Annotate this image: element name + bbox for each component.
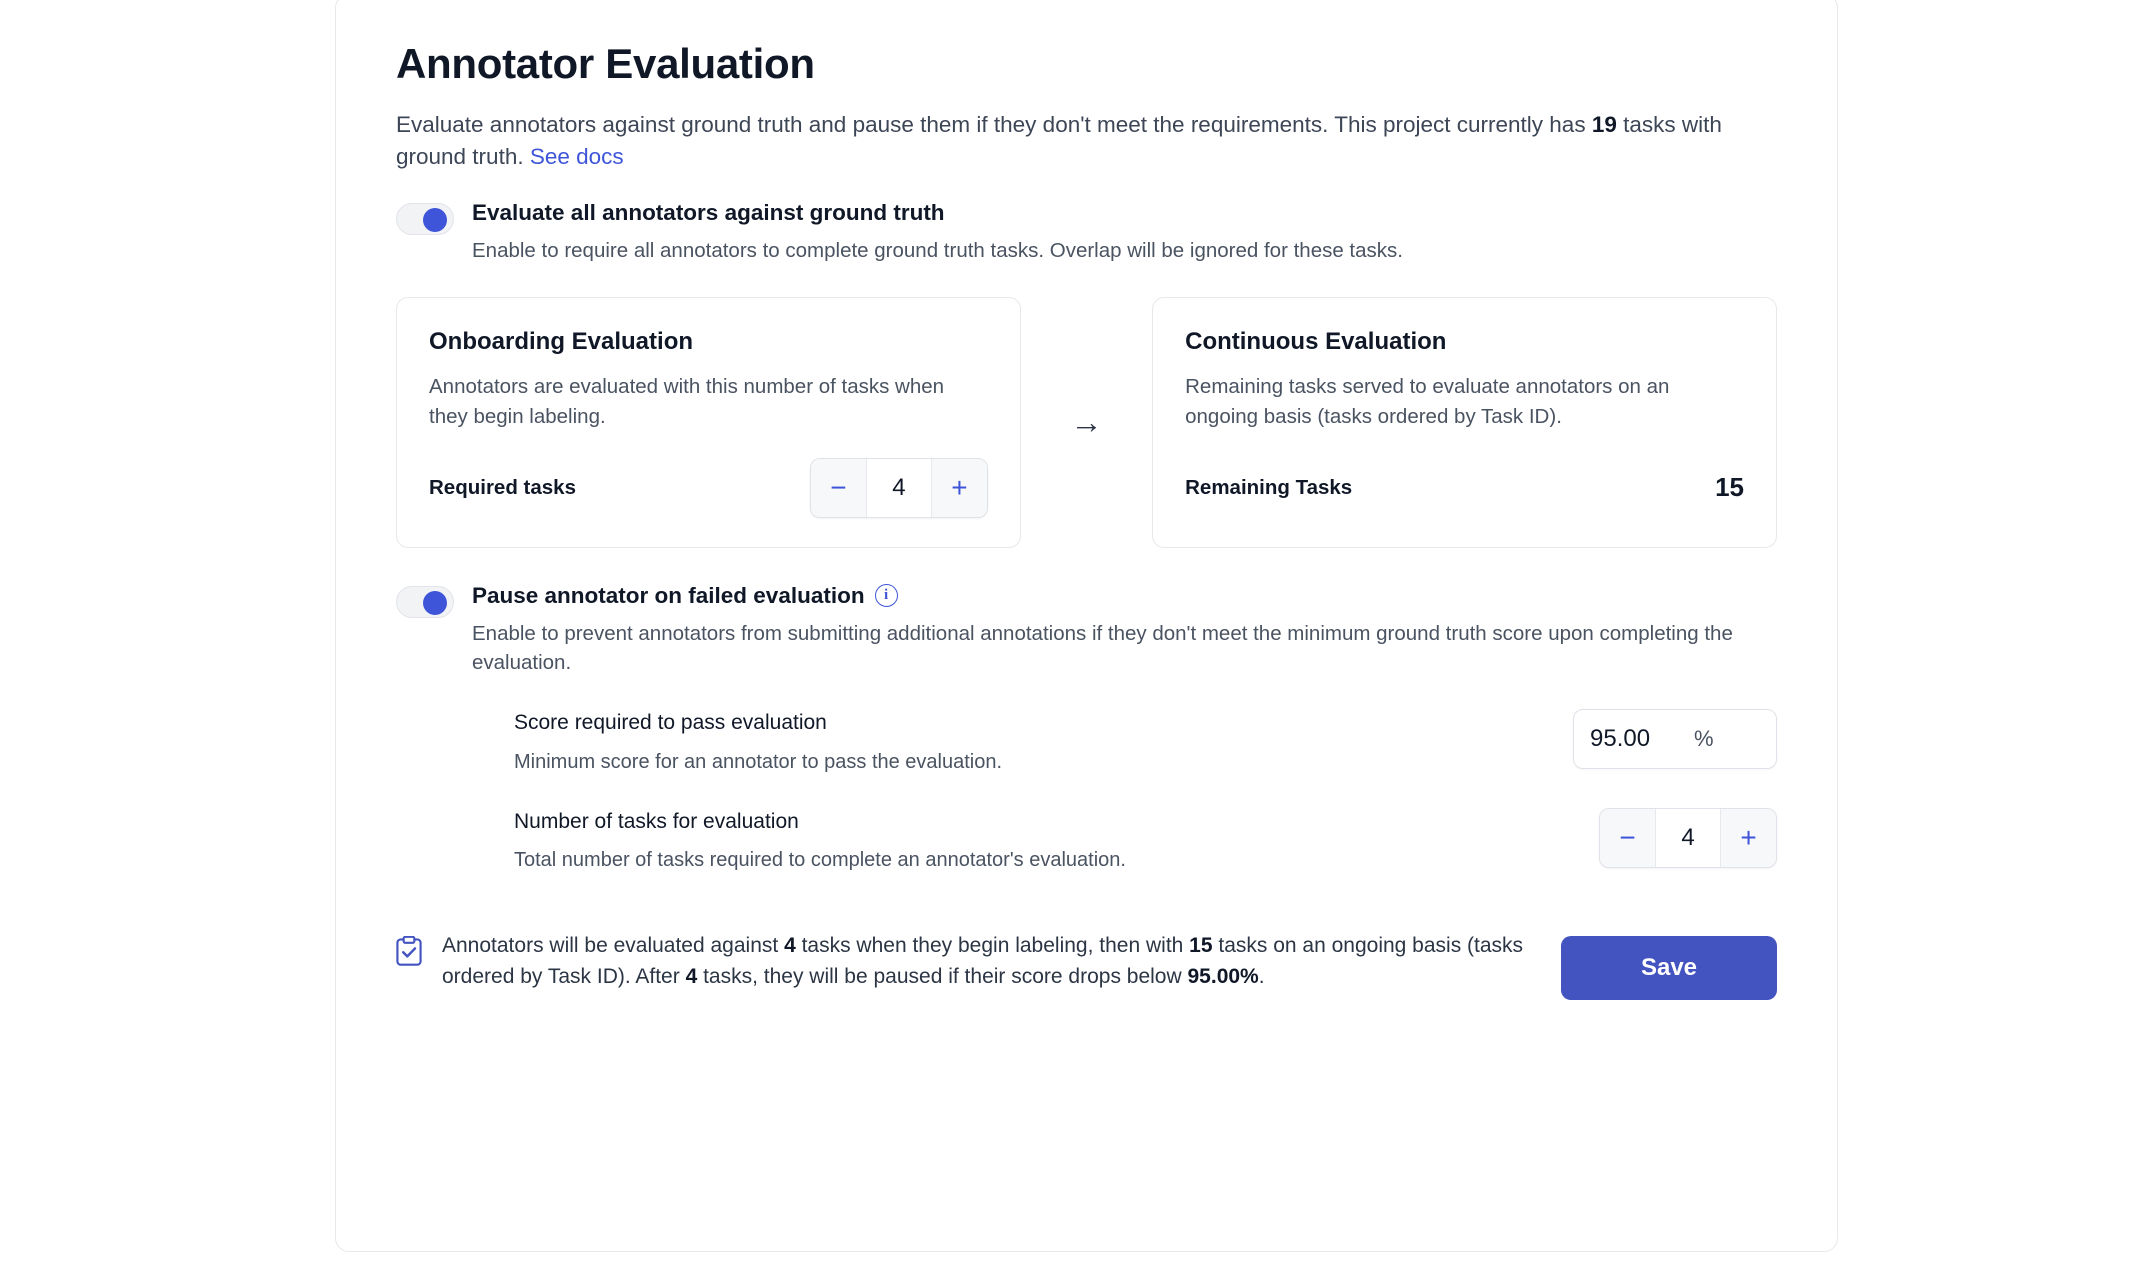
pause-annotator-row [396, 582, 1777, 677]
number-of-tasks-row [514, 808, 1777, 874]
evaluation-boxes [396, 297, 1777, 548]
number-of-tasks-increment-button[interactable]: + [1720, 809, 1776, 867]
summary-text [442, 930, 1531, 992]
summary-segment-3: tasks on an ongoing basis (tasks ordered by Task ID). After [442, 933, 1524, 988]
pause-annotator-label-wrap [472, 582, 1777, 610]
remaining-tasks-label: Remaining Tasks [1185, 475, 1353, 499]
summary-onboarding-tasks: 4 [784, 933, 796, 957]
onboarding-evaluation-card [396, 297, 1021, 548]
evaluate-all-row [396, 199, 1777, 265]
save-button[interactable]: Save [1561, 936, 1777, 1000]
description-part-1: Evaluate annotators against ground truth and pause them if they don't meet the requirements. This project currently has [396, 112, 1592, 138]
toggle-knob-icon [423, 591, 447, 615]
toggle-knob-icon [423, 208, 447, 232]
summary-row [396, 930, 1777, 1000]
evaluate-all-description: Enable to require all annotators to complete ground truth tasks. Overlap will be ignored for these tasks. [472, 239, 1403, 263]
number-of-tasks-decrement-button[interactable]: − [1600, 809, 1656, 867]
required-tasks-increment-button[interactable]: + [931, 459, 987, 517]
flow-arrow-icon: → [1070, 404, 1103, 441]
number-of-tasks-label: Number of tasks for evaluation [514, 809, 799, 833]
summary-segment-5: . [1258, 964, 1265, 988]
score-required-label: Score required to pass evaluation [514, 711, 827, 735]
description-part-2: tasks with ground truth. [396, 112, 1722, 170]
evaluate-all-label-wrap [472, 199, 1777, 227]
required-tasks-value[interactable]: 4 [867, 459, 931, 517]
score-required-description: Minimum score for an annotator to pass the evaluation. [514, 750, 1003, 773]
number-of-tasks-description: Total number of tasks required to complete an annotator's evaluation. [514, 848, 1126, 871]
clipboard-check-icon [396, 936, 422, 966]
required-tasks-label: Required tasks [429, 475, 576, 499]
page-title: Annotator Evaluation [396, 40, 815, 87]
summary-segment-4: tasks, they will be paused if their score drops below [697, 964, 1188, 988]
ground-truth-count: 19 [1591, 112, 1617, 138]
remaining-tasks-value: 15 [1715, 472, 1744, 503]
score-required-input[interactable] [1574, 725, 1694, 753]
summary-segment-1: Annotators will be evaluated against [442, 933, 785, 957]
evaluate-all-label: Evaluate all annotators against ground truth [472, 200, 945, 226]
evaluate-all-toggle[interactable] [396, 203, 454, 235]
onboarding-description: Annotators are evaluated with this number of tasks when they begin labeling. [429, 375, 945, 428]
number-of-tasks-stepper[interactable] [1599, 808, 1777, 868]
see-docs-link[interactable]: See docs [529, 144, 624, 170]
required-tasks-stepper[interactable] [810, 458, 988, 518]
onboarding-title: Onboarding Evaluation [429, 328, 694, 356]
summary-evaluation-tasks: 4 [685, 964, 698, 988]
number-of-tasks-value[interactable]: 4 [1656, 809, 1720, 867]
pause-annotator-label: Pause annotator on failed evaluation [472, 582, 865, 608]
pause-annotator-toggle[interactable] [396, 586, 454, 618]
score-required-row [514, 709, 1777, 775]
summary-remaining-tasks: 15 [1189, 933, 1213, 957]
annotator-evaluation-card [335, 0, 1838, 1252]
pause-annotator-description: Enable to prevent annotators from submitting additional annotations if they don't meet the minimum ground truth score upon completing the evaluation. [472, 622, 1733, 675]
summary-segment-2: tasks when they begin labeling, then with [795, 933, 1190, 957]
summary-score-threshold: 95.00% [1187, 964, 1259, 988]
continuous-title: Continuous Evaluation [1185, 328, 1447, 356]
percent-suffix: % [1694, 726, 1714, 752]
required-tasks-decrement-button[interactable]: − [811, 459, 867, 517]
continuous-description: Remaining tasks served to evaluate annotators on an ongoing basis (tasks ordered by Task ID). [1185, 375, 1670, 428]
score-required-field[interactable] [1573, 709, 1777, 769]
info-icon[interactable]: i [875, 584, 898, 607]
continuous-evaluation-card [1152, 297, 1777, 548]
page-description [396, 109, 1777, 173]
